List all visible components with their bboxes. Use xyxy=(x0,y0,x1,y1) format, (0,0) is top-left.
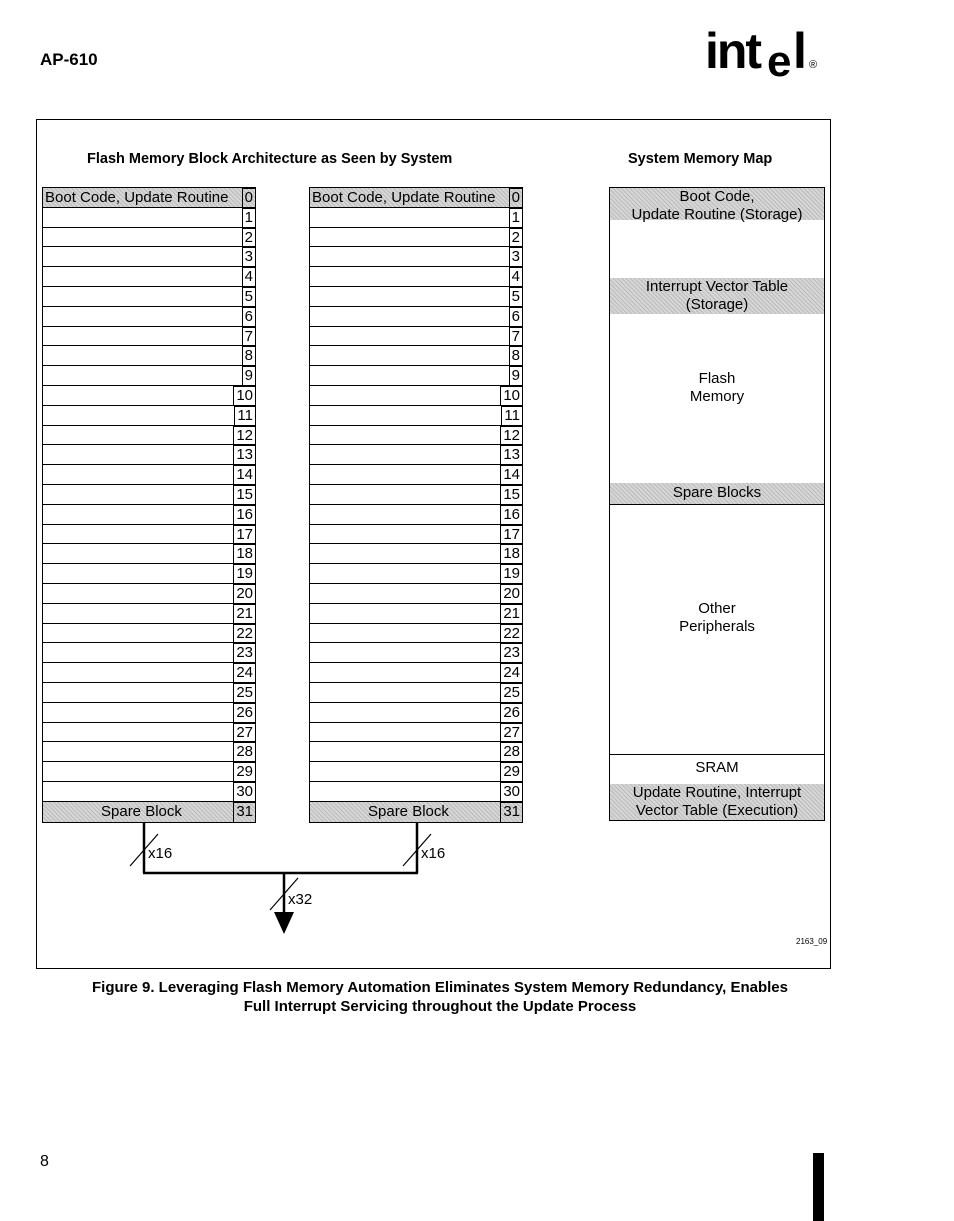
block-number: 4 xyxy=(242,267,255,287)
block-number: 8 xyxy=(509,346,522,366)
block-number: 16 xyxy=(500,505,522,525)
block-number: 18 xyxy=(500,544,522,564)
caption-line1: Figure 9. Leveraging Flash Memory Automation Eliminates System Memory Redundancy, Enables xyxy=(91,979,788,996)
block-number: 14 xyxy=(233,465,255,485)
left-diagram-title: Flash Memory Block Architecture as Seen by System xyxy=(87,151,453,167)
block-number: 10 xyxy=(233,386,255,406)
block-number: 6 xyxy=(242,307,255,327)
block-number: 9 xyxy=(509,366,522,386)
bus-left-width: x16 xyxy=(148,845,173,862)
block-number: 14 xyxy=(500,465,522,485)
svg-text:®: ® xyxy=(809,59,818,71)
spare-block-label: Spare Block xyxy=(101,802,182,820)
block-number: 22 xyxy=(500,624,522,644)
block-number: 20 xyxy=(233,584,255,604)
map-peripherals-line1: Other xyxy=(698,600,736,617)
block-number: 18 xyxy=(233,544,255,564)
block-number: 7 xyxy=(509,327,522,347)
map-boot-line2: Update Routine (Storage) xyxy=(631,206,803,223)
svg-text:e: e xyxy=(767,37,792,82)
block-number: 24 xyxy=(500,663,522,683)
block-number: 7 xyxy=(242,327,255,347)
block-number: 4 xyxy=(509,267,522,287)
block-number: 27 xyxy=(233,723,255,743)
block-number: 16 xyxy=(233,505,255,525)
block-number: 31 xyxy=(233,802,255,823)
block-number: 2 xyxy=(509,228,522,248)
block-number: 23 xyxy=(500,643,522,663)
figure-id: 2163_09 xyxy=(796,937,828,946)
map-spare-blocks: Spare Blocks xyxy=(610,483,824,504)
block-number: 17 xyxy=(233,525,255,545)
block-number: 5 xyxy=(242,287,255,307)
block-number: 21 xyxy=(233,604,255,624)
block-number: 19 xyxy=(500,564,522,584)
map-ivt-line1: Interrupt Vector Table xyxy=(645,278,789,295)
map-flash-line1: Flash xyxy=(698,370,736,387)
block-number: 1 xyxy=(242,208,255,228)
block-number: 3 xyxy=(509,247,522,267)
block-number: 27 xyxy=(500,723,522,743)
block-number: 29 xyxy=(500,762,522,782)
block-number: 15 xyxy=(233,485,255,505)
block-number: 30 xyxy=(233,782,255,802)
block-number: 3 xyxy=(242,247,255,267)
spare-block-label: Spare Block xyxy=(368,802,449,820)
svg-text:int: int xyxy=(705,23,761,79)
block-number: 26 xyxy=(500,703,522,723)
block-number: 0 xyxy=(509,188,522,208)
block-number: 12 xyxy=(233,426,255,446)
page-number: 8 xyxy=(40,1153,49,1170)
block-number: 13 xyxy=(500,445,522,465)
block-number: 10 xyxy=(500,386,522,406)
map-exec-line2: Vector Table (Execution) xyxy=(635,802,799,819)
block-number: 2 xyxy=(242,228,255,248)
block-number: 9 xyxy=(242,366,255,386)
map-boot-line1: Boot Code, xyxy=(679,188,755,205)
block-number: 1 xyxy=(509,208,522,228)
map-sram: SRAM xyxy=(695,759,739,776)
block-number: 15 xyxy=(500,485,522,505)
map-flash-line2: Memory xyxy=(689,388,745,405)
block-number: 19 xyxy=(233,564,255,584)
block-number: 6 xyxy=(509,307,522,327)
bus-arrow-icon xyxy=(274,912,294,934)
block-number: 25 xyxy=(233,683,255,703)
block-number: 23 xyxy=(233,643,255,663)
boot-block-label: Boot Code, Update Routine xyxy=(45,189,229,206)
block-number: 20 xyxy=(500,584,522,604)
block-number: 12 xyxy=(500,426,522,446)
margin-marker xyxy=(813,1153,824,1221)
svg-text:l: l xyxy=(793,23,807,79)
block-number: 26 xyxy=(233,703,255,723)
caption-line2: Full Interrupt Servicing throughout the Update Process xyxy=(243,998,637,1015)
block-number: 31 xyxy=(500,802,522,823)
block-number: 13 xyxy=(233,445,255,465)
block-number: 11 xyxy=(234,406,255,426)
map-exec-line1: Update Routine, Interrupt xyxy=(632,784,802,801)
block-number: 11 xyxy=(501,406,522,426)
bus-right-width: x16 xyxy=(421,845,446,862)
boot-block-label: Boot Code, Update Routine xyxy=(312,189,496,206)
block-number: 21 xyxy=(500,604,522,624)
block-number: 28 xyxy=(500,742,522,762)
block-number: 24 xyxy=(233,663,255,683)
block-number: 5 xyxy=(509,287,522,307)
block-number: 0 xyxy=(242,188,255,208)
document-id: AP-610 xyxy=(40,50,98,69)
right-diagram-title: System Memory Map xyxy=(628,151,773,167)
map-peripherals-line2: Peripherals xyxy=(679,618,755,635)
block-number: 25 xyxy=(500,683,522,703)
bus-combined-width: x32 xyxy=(288,891,313,908)
block-number: 22 xyxy=(233,624,255,644)
figure-caption xyxy=(40,978,840,1016)
block-number: 8 xyxy=(242,346,255,366)
block-number: 17 xyxy=(500,525,522,545)
map-ivt-line2: (Storage) xyxy=(685,296,749,313)
block-number: 28 xyxy=(233,742,255,762)
block-number: 30 xyxy=(500,782,522,802)
block-number: 29 xyxy=(233,762,255,782)
